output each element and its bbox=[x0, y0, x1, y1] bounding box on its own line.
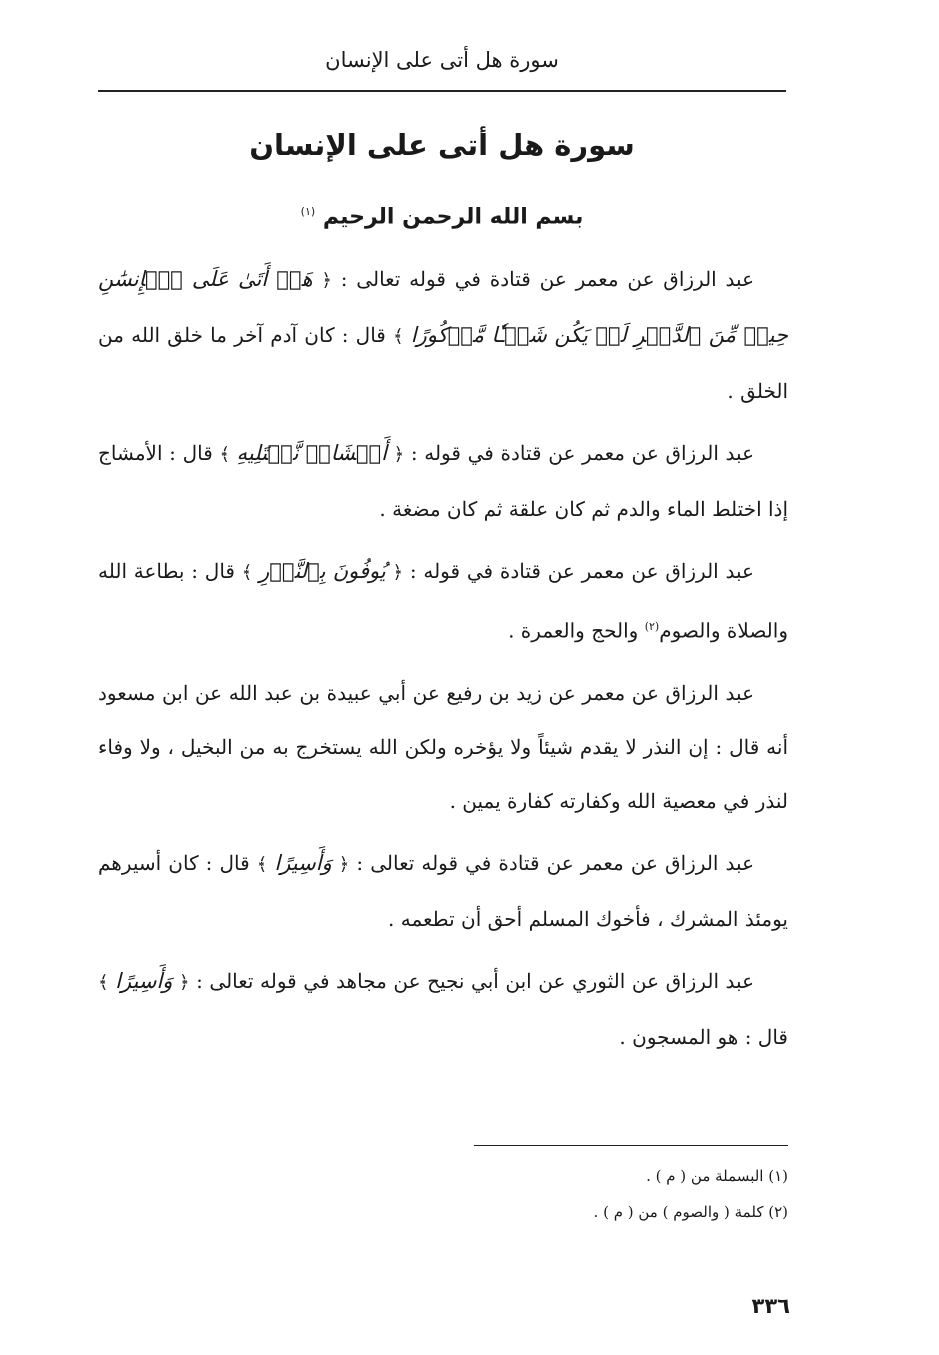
page-number: ٣٣٦ bbox=[751, 1294, 790, 1318]
quran-close-bracket: ﴾ bbox=[98, 971, 109, 993]
paragraph-intro: عبد الرزاق عن معمر عن قتادة في قوله : bbox=[404, 441, 755, 465]
quran-open-bracket: ﴿ bbox=[321, 270, 332, 291]
quran-verse: هَلۡ أَتَىٰ عَلَى ٱلۡإِنسَٰنِ حِينٞ مِّنَ ٱلدَّهۡرِ لَمۡ يَكُن شَيۡـٔٗا مَّذۡكُورًا bbox=[98, 267, 788, 347]
quran-verse: يُوفُونَ بِٱلنَّذۡرِ bbox=[259, 559, 386, 583]
main-text bbox=[98, 252, 788, 1072]
quran-close-bracket: ﴾ bbox=[393, 326, 404, 347]
basmala bbox=[98, 190, 786, 239]
footnote-ref-2: (٢) bbox=[644, 620, 660, 633]
paragraph-after-2: والحج والعمرة . bbox=[508, 618, 645, 643]
quran-open-bracket: ﴿ bbox=[179, 971, 190, 993]
paragraph-intro: عبد الرزاق عن معمر عن قتادة في قوله تعالى : bbox=[349, 850, 755, 875]
quran-close-bracket: ﴾ bbox=[241, 562, 253, 583]
paragraph-1 bbox=[98, 252, 788, 418]
footnote-2: (٢) كلمة ( والصوم ) من ( م ) . bbox=[593, 1203, 788, 1221]
quran-close-bracket: ﴾ bbox=[256, 853, 268, 875]
quran-close-bracket: ﴾ bbox=[219, 444, 230, 465]
basmala-text: بسم الله الرحمن الرحيم bbox=[322, 204, 584, 230]
footnote-1: (١) البسملة من ( م ) . bbox=[646, 1167, 788, 1185]
footnote-ref-1: (١) bbox=[300, 205, 316, 218]
paragraph-after: قال : كان أسيرهم يومئذ المشرك ، فأخوك المسلم أحق أن تطعمه . bbox=[98, 850, 788, 931]
running-header: سورة هل أتى على الإنسان bbox=[325, 48, 559, 72]
paragraph-intro: عبد الرزاق عن معمر عن قتادة في قوله : bbox=[403, 559, 754, 583]
paragraph-3 bbox=[98, 544, 788, 658]
quran-open-bracket: ﴿ bbox=[338, 853, 350, 875]
paragraph-after: قال : الأمشاج إذا اختلط الماء والدم ثم كان علقة ثم كان مضغة . bbox=[98, 441, 788, 521]
paragraph-4: عبد الرزاق عن معمر عن زيد بن رفيع عن أبي عبيدة بن عبد الله عن ابن مسعود أنه قال : إن النذر لا يقدم شيئاً ولا يؤخره ولكن الله يستخرج به من البخيل ، ولا وفاء لنذر في معصية الله وكفارته كفارة يمين . bbox=[98, 680, 788, 813]
paragraph-6 bbox=[98, 954, 788, 1064]
footnote-rule bbox=[474, 1145, 788, 1146]
quran-open-bracket: ﴿ bbox=[392, 562, 404, 583]
paragraph-after: قال : بطاعة الله والصلاة والصوم bbox=[98, 559, 788, 643]
quran-verse: وَأَسِيرًا bbox=[274, 850, 332, 875]
paragraph-after: قال : هو المسجون . bbox=[619, 1024, 788, 1049]
header-rule bbox=[98, 90, 786, 92]
quran-verse: وَأَسِيرًا bbox=[115, 968, 173, 993]
paragraph-intro: عبد الرزاق عن الثوري عن ابن أبي نجيح عن مجاهد في قوله تعالى : bbox=[189, 968, 755, 993]
paragraph-after: قال : كان آدم آخر ما خلق الله من الخلق . bbox=[98, 323, 788, 403]
quran-open-bracket: ﴿ bbox=[393, 444, 405, 465]
footnotes bbox=[98, 1158, 788, 1230]
paragraph-intro: عبد الرزاق عن معمر عن قتادة في قوله تعالى : bbox=[331, 267, 754, 291]
surah-title: سورة هل أتى على الإنسان bbox=[249, 128, 635, 162]
paragraph-5 bbox=[98, 836, 788, 946]
quran-verse: أَمۡشَاجٖ نَّبۡتَلِيهِ bbox=[236, 441, 387, 465]
paragraph-2 bbox=[98, 426, 788, 536]
